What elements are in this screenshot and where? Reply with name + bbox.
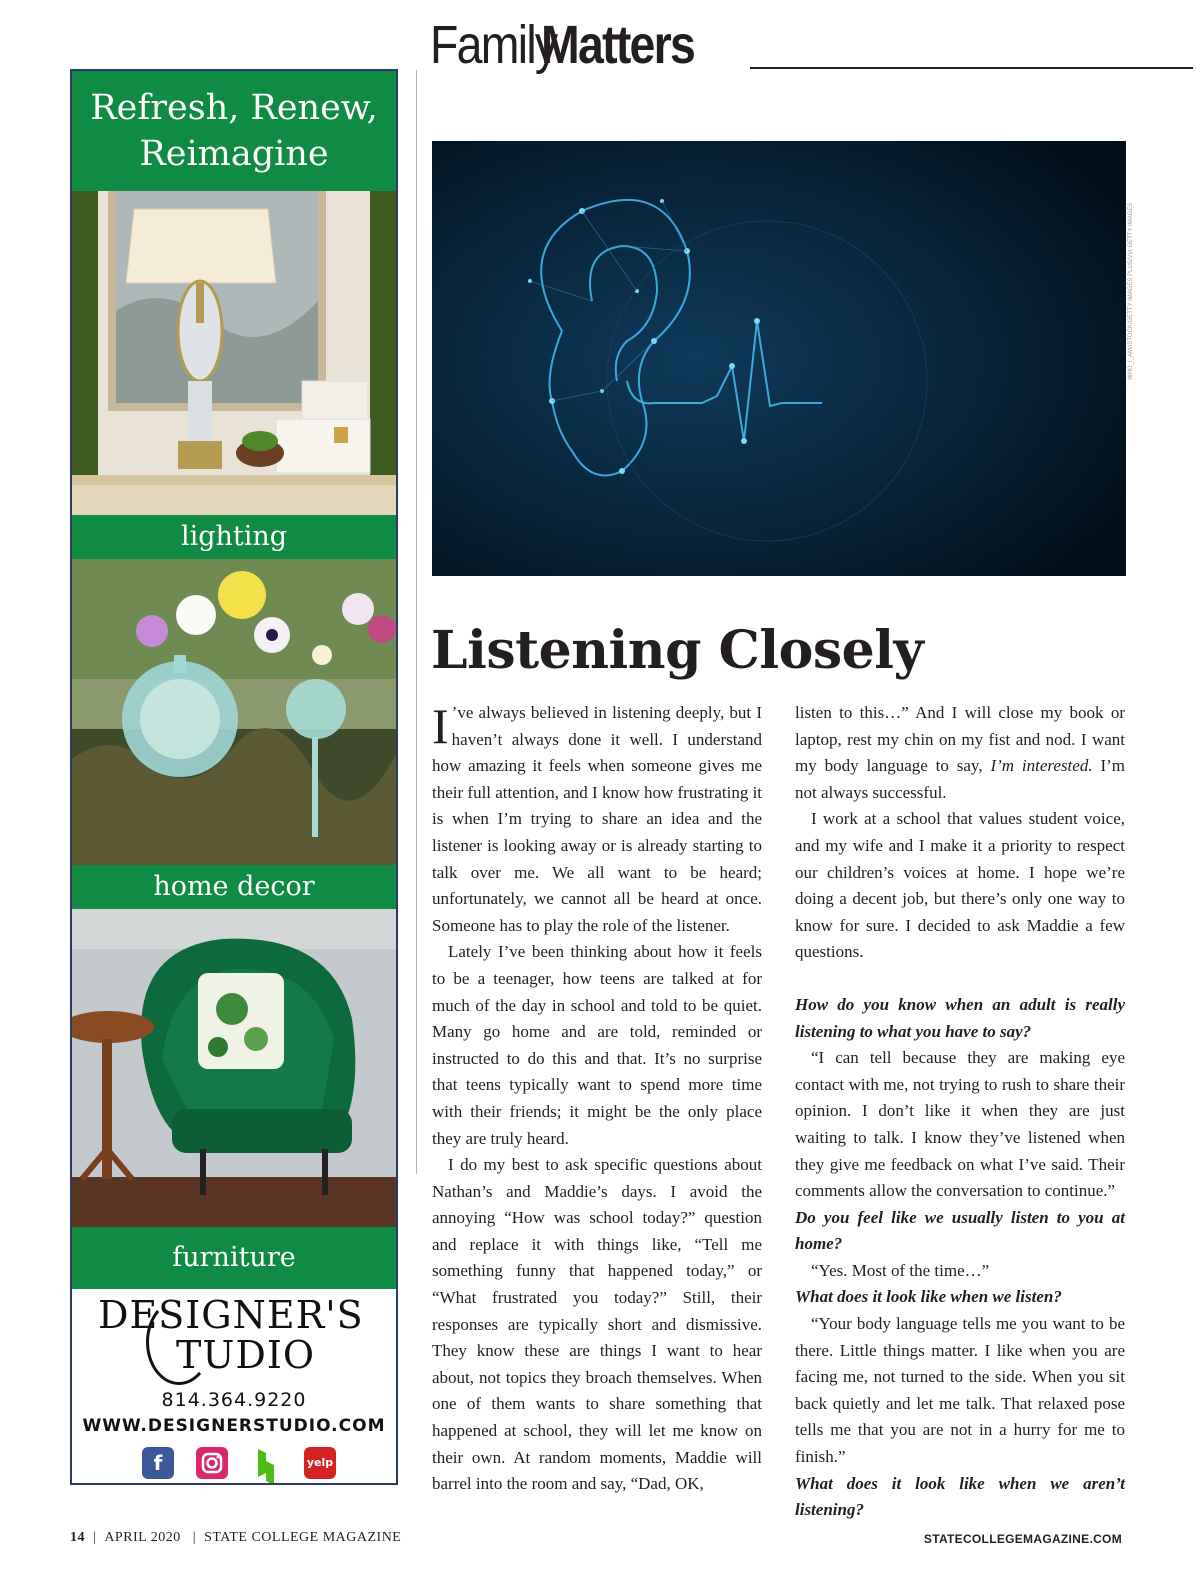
header-rule [750, 67, 1193, 69]
social-icons [140, 1447, 340, 1483]
ad-phone[interactable]: 814.364.9220 [161, 1389, 307, 1411]
footer-website[interactable]: STATECOLLEGEMAGAZINE.COM [923, 1532, 1122, 1546]
question-4: What does it look like when we aren’t listening? [795, 1473, 1125, 1520]
answer-3: “Your body language tells me you want to be there. Little things matter. I like when you are facing me, not turned to the side. When you sit back quietly and let me talk. That relaxed pose tells me that you are not in a hurry for me to finish.” [795, 1314, 1125, 1467]
column-divider [416, 70, 417, 1174]
drop-cap: I [432, 698, 449, 754]
ad-caption-lighting: lighting [72, 515, 396, 559]
question-3: What does it look like when we listen? [795, 1287, 1062, 1307]
answer-2: “Yes. Most of the time…” [811, 1260, 990, 1280]
brand-name [98, 1295, 378, 1375]
home-decor-photo [72, 559, 396, 865]
facebook-icon[interactable]: f [142, 1447, 174, 1479]
article-title: Listening Closely [431, 620, 924, 681]
ad-caption-home-decor: home decor [72, 865, 396, 909]
ad-headline: Refresh, Renew, Reimagine [72, 71, 396, 191]
brand-line-1: DESIGNER'S [98, 1293, 364, 1337]
page-number: 14 [70, 1530, 85, 1545]
lighting-photo [72, 191, 396, 515]
paragraph-4-text-b: I’m not always successful. [795, 756, 1125, 802]
yelp-icon[interactable]: yelp [304, 1447, 336, 1479]
ad-website[interactable]: WWW.DESIGNERSTUDIO.COM [82, 1416, 386, 1436]
paragraph-3: I do my best to ask specific questions about Nathan’s and Maddie’s days. I avoid the annoying “How was school today?” question and replace it with things like, “Tell me something funny that happened today,” or “What frustrated you today?” Still, their responses are typically short and dismissive. They know these are things I want to hear about, not topics they broach themselves. When one of them wants to share something that happened at school, they will let me know on their own. At random moments, Maddie will barrel into the room and say, “Dad, OK, [432, 1155, 762, 1494]
paragraph-4-emphasis: I’m interested. [990, 756, 1093, 776]
paragraph-4 [795, 700, 1125, 806]
section-header [430, 15, 719, 75]
designers-studio-logo[interactable] [72, 1289, 396, 1485]
home-decor-illustration [72, 559, 396, 865]
brand-line-2: TUDIO [176, 1333, 316, 1377]
ad-caption-furniture: furniture [72, 1227, 396, 1289]
paragraph-4-text-a: listen to this…” And I will close my book or laptop, rest my chin on my fist and nod. I want my body language to say, [795, 703, 1125, 776]
paragraph-2: Lately I’ve been thinking about how it feels to be a teenager, how teens are talked at for much of the day in school and told to be quiet. Many go home and are told, reminded or instructed to do this and that. It’s no surprise that teens typically want to spend more time with their friends; it might be the only place they are truly heard. [432, 942, 762, 1148]
magazine-name: STATE COLLEGE MAGAZINE [204, 1530, 402, 1545]
answer-1: “I can tell because they are making eye contact with me, not trying to rush to share their opinion. I don’t like it when they are just waiting to talk. I know they’ve listened when they give me feedback on what I’ve said. Their comments allow the conversation to continue.” [795, 1048, 1125, 1201]
article-column-left [432, 700, 762, 1498]
furniture-illustration [72, 909, 396, 1227]
paragraph-1-text: ’ve always believed in listening deeply, but I haven’t always done it well. I understand how amazing it feels when someone gives me their full attention, and I know how frustrating it is when I’m trying to share an idea and the listener is looking away or is already starting to talk over me. We all want to be heard; unfortunately, we cannot all be heard at once. Someone has to play the role of the listener. [432, 703, 763, 935]
lighting-illustration [72, 191, 396, 515]
question-1: How do you know when an adult is really listening to what you have to say? [795, 994, 1125, 1041]
advertisement[interactable] [70, 69, 398, 1485]
paragraph-5: I work at a school that values student voice, and my wife and I make it a priority to respect our children’s voices at home. I hope we’re doing a decent job, but there’s only one way to know for sure. I decided to ask Maddie a few questions. [795, 809, 1125, 962]
section-header-bold: Matters [541, 15, 695, 75]
photo-credit: WHO_I_AM/ISTOCK/GETTY IMAGES PLUS/VIA GETTY IMAGES [1128, 202, 1134, 380]
section-header-light: Family [430, 15, 557, 75]
article-column-right [795, 700, 1125, 1524]
ear-soundwave-illustration [432, 141, 1126, 576]
question-2: Do you feel like we usually listen to you at home? [795, 1207, 1125, 1254]
paragraph-1 [432, 700, 762, 939]
hero-image [432, 141, 1126, 576]
instagram-icon[interactable] [196, 1447, 228, 1479]
footer-folio: 14 | APRIL 2020 | STATE COLLEGE MAGAZINE [70, 1530, 402, 1545]
section-gap [795, 966, 1125, 992]
furniture-photo [72, 909, 396, 1227]
houzz-icon[interactable] [250, 1447, 282, 1479]
issue-date: APRIL 2020 [104, 1530, 181, 1545]
